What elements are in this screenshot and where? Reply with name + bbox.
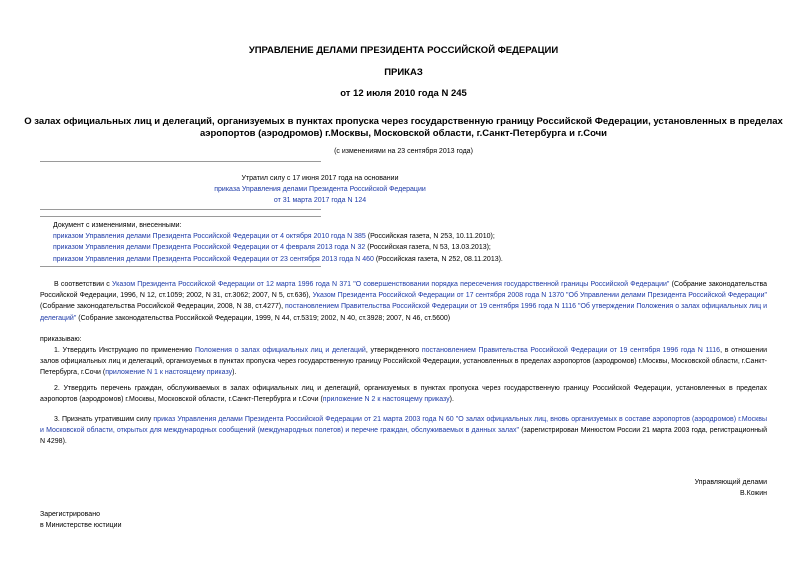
amendments-heading: Документ с изменениями, внесенными:	[53, 222, 182, 229]
preamble-paragraph	[40, 279, 767, 324]
decree-1370-link[interactable]: Указом Президента Российской Федерации от 17 сентября 2008 года N 1370 "Об Управлении делами Президента Российской Федерации"	[312, 292, 767, 300]
text-fragment: (Собрание законодательства Российской Федерации, 1999, N 44, ст.5319; 2002, N 40, ст.3928; 2007, N 46, ст.5600)	[76, 314, 451, 322]
doc-date-number: от 12 июля 2010 года N 245	[340, 88, 467, 99]
resolution-1116-link[interactable]: постановлением Правительства Российской Федерации от 19 сентября 1996 года N 1116	[421, 347, 721, 354]
point-1	[40, 345, 767, 379]
text-fragment: 2. Утвердить перечень граждан, обслуживаемых в залах официальных лиц и делегаций, организуемых в пунктах пропуска через государственную границу Российской Федерации, установленных в пределах аэропортов (аэродромов) г.Москвы, Московской области, г.Санкт-Петербурга и г.Сочи (	[40, 385, 767, 404]
doc-title-line2: аэропортов (аэродромов) г.Москвы, Московской области, г.Санкт-Петербурга и г.Сочи	[199, 128, 608, 139]
signer-name: В.Кожин	[740, 490, 767, 498]
amendment-source: (Российская газета, N 53, 13.03.2013);	[365, 244, 491, 252]
org-title: УПРАВЛЕНИЕ ДЕЛАМИ ПРЕЗИДЕНТА РОССИЙСКОЙ ФЕДЕРАЦИИ	[248, 45, 559, 56]
registration-block	[40, 509, 121, 531]
point-3	[40, 414, 767, 448]
text-fragment: , утвержденного	[365, 347, 422, 354]
amendment-link[interactable]: приказом Управления делами Президента Российской Федерации от 4 октября 2010 года N 385	[53, 233, 366, 241]
void-notice	[40, 173, 600, 206]
order-word: приказываю:	[40, 336, 82, 343]
changes-note: (с изменениями на 23 сентября 2013 года)	[334, 148, 473, 155]
point-2	[40, 383, 767, 405]
regulation-link[interactable]: Положения о залах официальных лиц и делегаций	[195, 347, 366, 354]
resolution-1116-link[interactable]: постановлением Правительства Российской Федерации от 19 сентября 1996 года N 1116 "Об утверждении Положения о залах официальных лиц и делегаций"	[40, 303, 767, 322]
amendment-source: (Российская газета, N 252, 08.11.2013).	[373, 255, 503, 263]
amendment-source: (Российская газета, N 253, 10.11.2010);	[365, 233, 495, 241]
doc-type: ПРИКАЗ	[384, 67, 423, 78]
void-order-link-date[interactable]: от 31 марта 2017 года N 124	[273, 197, 367, 204]
void-order-link[interactable]: приказа Управления делами Президента Российской Федерации	[214, 186, 426, 193]
registration-line2: в Министерстве юстиции	[40, 522, 122, 530]
text-fragment: 1. Утвердить Инструкцию по применению	[54, 347, 195, 354]
decree-371-link[interactable]: Указом Президента Российской Федерации от 12 марта 1996 года N 371 "О совершенствовании порядка пересечения государственной границы Российской Федерации"	[112, 281, 670, 288]
divider	[40, 216, 321, 217]
text-fragment: , в отношении залов официальных лиц и делегаций, организуемых в пунктах пропуска через государственную границу Российской Федерации, установленных в пределах аэропортов (аэродромов) г.Москвы, Московской области, г.Санкт-Петербурга, г.Сочи (	[40, 347, 768, 377]
text-fragment: ).	[449, 396, 454, 404]
doc-title	[0, 116, 807, 140]
divider	[40, 266, 321, 267]
text-fragment: (Собрание законодательства Российской Федерации, 1996, N 12, ст.1059; 2002, N 31, ст.3062; 2007, N 5, ст.636),	[40, 281, 767, 300]
amendment-item	[53, 231, 753, 242]
amendment-link[interactable]: приказом Управления делами Президента Российской Федерации от 4 февраля 2013 года N 32	[53, 244, 366, 252]
registration-line1: Зарегистрировано	[40, 511, 100, 518]
appendix-2-link[interactable]: приложение N 2 к настоящему приказу	[322, 396, 450, 404]
void-notice-text: Утратил силу с 17 июня 2017 года на основании	[241, 175, 399, 182]
amendments-block	[53, 220, 753, 265]
divider	[40, 209, 321, 210]
text-fragment: (зарегистрирован Минюстом России 21 марта 2003 года, регистрационный N 4298).	[40, 427, 767, 446]
amendment-item	[53, 254, 753, 265]
amendment-link[interactable]: приказом Управления делами Президента Российской Федерации от 23 сентября 2013 года N 460	[53, 255, 374, 263]
text-fragment: (Собрание законодательства Российской Федерации, 2008, N 38, ст.4277),	[40, 303, 286, 311]
text-fragment: В соответствии с	[54, 281, 113, 288]
signature-block	[500, 477, 767, 499]
doc-title-line1: О залах официальных лиц и делегаций, организуемых в пунктах пропуска через государственную границу Российской Федерации, установленных в пределах	[24, 116, 783, 127]
amendment-item	[53, 242, 753, 253]
divider	[40, 161, 321, 162]
signer-position: Управляющий делами	[694, 479, 767, 486]
text-fragment: ).	[232, 369, 237, 377]
appendix-1-link[interactable]: приложение N 1 к настоящему приказу	[105, 369, 233, 377]
order-60-link[interactable]: приказ Управления делами Президента Российской Федерации от 21 марта 2003 года N 60 "О залах официальных лиц, вновь организуемых в составе аэропортов (аэродромов) г.Москвы и Московской области, открытых для международных сообщений (международных полетов) и перечне граждан, обслуживаемых в данных залах"	[40, 416, 767, 435]
text-fragment: 3. Признать утратившим силу	[54, 416, 154, 423]
